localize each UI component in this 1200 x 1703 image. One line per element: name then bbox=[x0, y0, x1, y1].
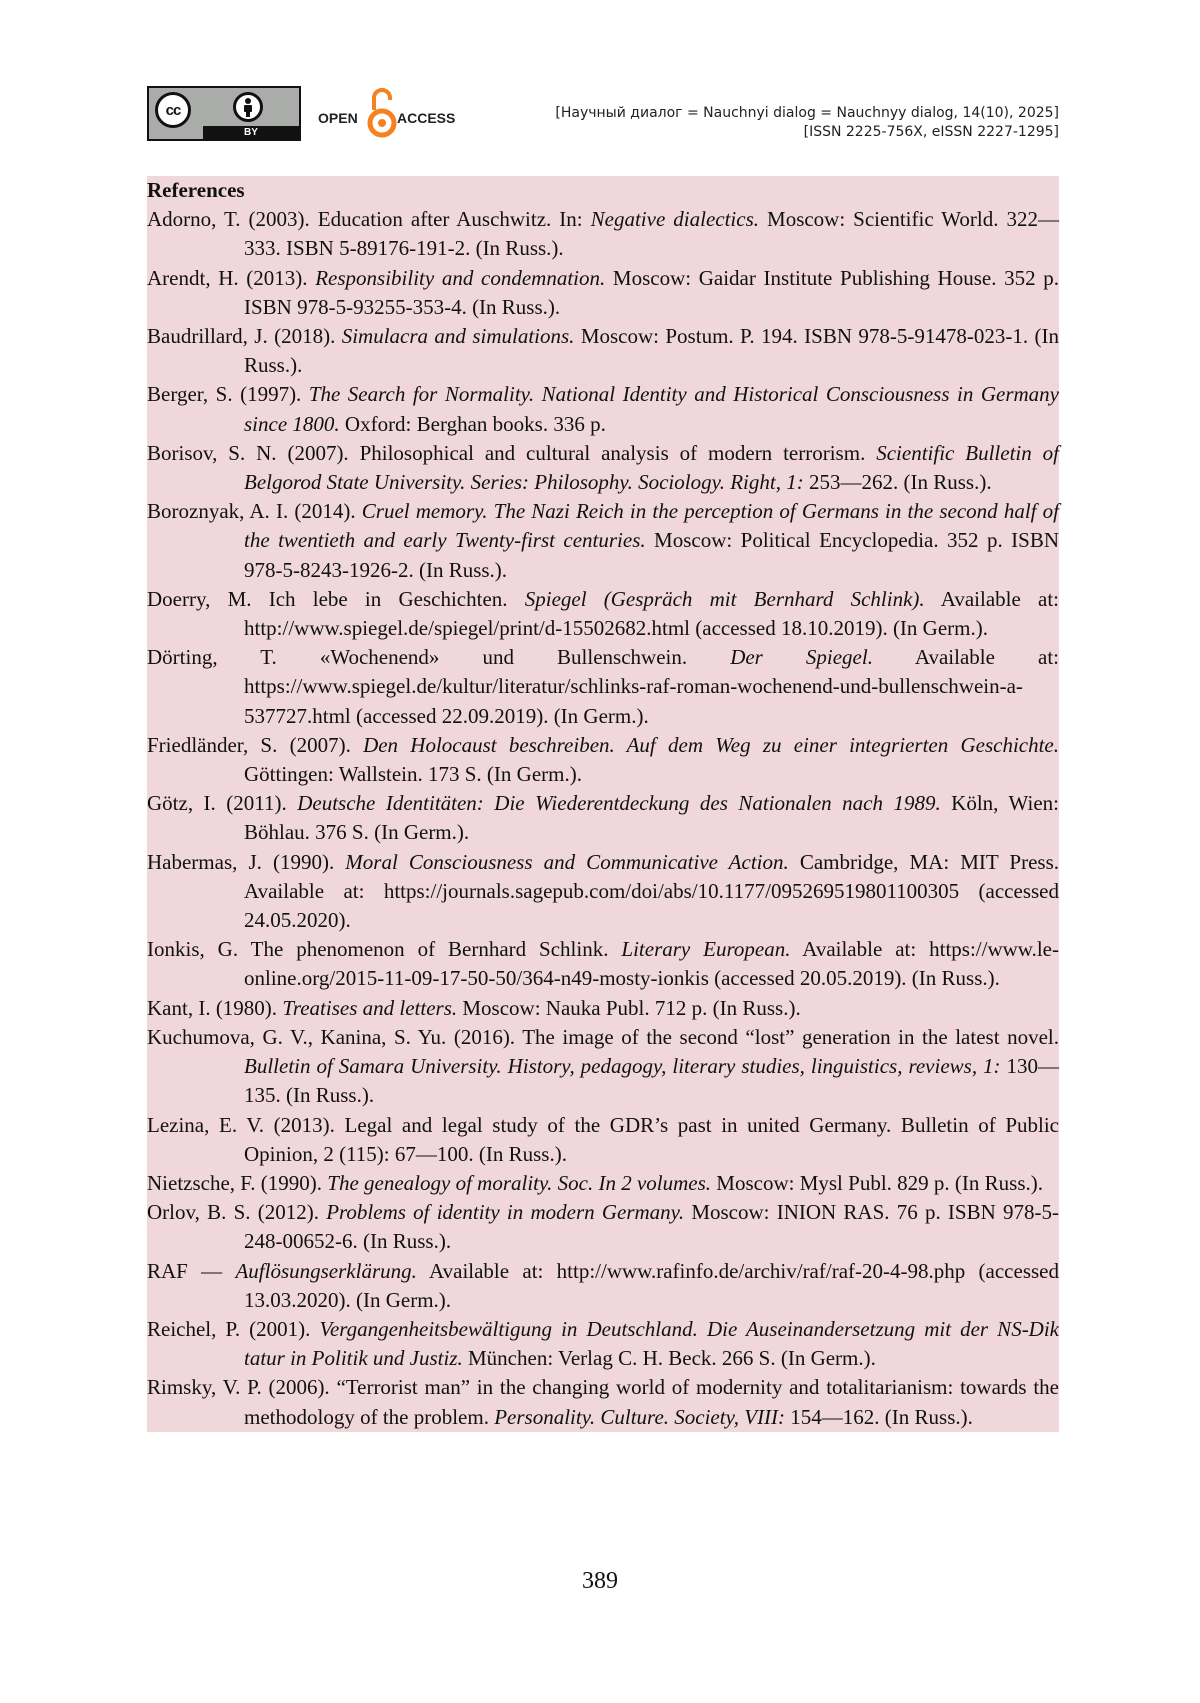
page-header bbox=[147, 84, 1059, 144]
reference-text: 154—162. (In Russ.). bbox=[785, 1404, 973, 1429]
reference-source-title: The genealogy of morality. Soc. In 2 volumes. bbox=[327, 1170, 712, 1195]
reference-text: Moscow: Nauka Publ. 712 p. (In Russ.). bbox=[457, 995, 801, 1020]
reference-text: Berger, S. (1997). bbox=[147, 382, 309, 407]
reference-source-title: Responsibility and condemnation. bbox=[315, 265, 606, 290]
reference-text: Moscow: Mysl Publ. 829 p. (In Russ.). bbox=[711, 1170, 1043, 1195]
reference-source-title: Vergangenheitsbewältigung in Deutschland. Die Auseinandersetzung mit der NS-Dik tatur in Politik und Justiz. bbox=[244, 1316, 1060, 1371]
journal-title-line: [Научный диалог = Nauchnyi dialog = Nauchnyy dialog, 14(10), 2025] bbox=[555, 105, 1059, 121]
reference-source-title: The Search for Normality. National Identity and Historical Consciousness in Germany since 1800. bbox=[244, 382, 1059, 436]
open-access-logo bbox=[318, 86, 468, 142]
reference-source-title: Cruel memory. The Nazi Reich in the perception of Germans in the second half of the twentieth and early Twenty-first centuries. bbox=[244, 499, 1059, 553]
reference-entry bbox=[147, 1023, 1059, 1111]
reference-text: Reichel, P. (2001). bbox=[147, 1316, 320, 1341]
reference-text: Moscow: Postum. P. 194. ISBN 978-5-91478-023-1. (In Russ.). bbox=[244, 324, 1060, 378]
reference-text: Available at: http://www.rafinfo.de/archiv/raf/raf-20-4-98.php (accessed 13.03.2020). (In Germ.). bbox=[244, 1258, 1059, 1312]
reference-text: Kuchumova, G. V., Kanina, S. Yu. (2016). The image of the second “lost” generation in the latest novel. bbox=[147, 1024, 1059, 1049]
reference-text: Köln, Wien: Böhlau. 376 S. (In Germ.). bbox=[244, 791, 1059, 845]
reference-text: Moscow: INION RAS. 76 p. ISBN 978-5-248-00652-6. (In Russ.). bbox=[244, 1200, 1059, 1254]
reference-entry bbox=[147, 1169, 1059, 1198]
reference-text: Moscow: Political Encyclopedia. 352 p. ISBN 978-5-8243-1926-2. (In Russ.). bbox=[244, 528, 1059, 582]
reference-source-title: Auflösungserklärung. bbox=[235, 1258, 417, 1283]
open-label: OPEN bbox=[318, 110, 358, 126]
reference-entry bbox=[147, 205, 1059, 263]
reference-text: Ionkis, G. The phenomenon of Bernhard Schlink. bbox=[147, 937, 622, 962]
reference-text: 130—135. (In Russ.). bbox=[244, 1054, 1060, 1108]
attribution-person-icon bbox=[233, 92, 263, 122]
reference-text: RAF — bbox=[147, 1258, 236, 1283]
reference-text: Rimsky, V. P. (2006). “Terrorist man” in the changing world of modernity and totalitarianism: towards the methodology of the problem. bbox=[147, 1375, 1059, 1429]
reference-entry bbox=[147, 994, 1059, 1023]
reference-text: Friedländer, S. (2007). bbox=[147, 732, 364, 757]
reference-source-title: Deutsche Identitäten: Die Wiederentdeckung des Nationalen nach 1989. bbox=[297, 791, 941, 816]
reference-entry bbox=[147, 380, 1059, 438]
reference-source-title: Scientific Bulletin of Belgorod State University. Series: Philosophy. Sociology. Right, 1: bbox=[244, 440, 1059, 495]
reference-entry bbox=[147, 585, 1059, 643]
reference-text: 253—262. (In Russ.). bbox=[803, 470, 992, 495]
reference-text: Baudrillard, J. (2018). bbox=[147, 324, 342, 349]
reference-text: Adorno, T. (2003). Education after Auschwitz. In: bbox=[147, 207, 591, 232]
reference-text: Doerry, M. Ich lebe in Geschichten. bbox=[147, 586, 525, 611]
cc-icon: cc bbox=[155, 92, 191, 128]
reference-entry bbox=[147, 322, 1059, 380]
reference-text: Göttingen: Wallstein. 173 S. (In Germ.). bbox=[244, 762, 582, 787]
by-label: BY bbox=[203, 126, 299, 139]
page-number: 389 bbox=[582, 1568, 618, 1594]
reference-entry bbox=[147, 848, 1059, 936]
reference-list bbox=[147, 205, 1059, 1432]
references-heading: References bbox=[147, 178, 245, 202]
reference-entry bbox=[147, 789, 1059, 847]
references-section bbox=[147, 176, 1059, 1432]
reference-source-title: Spiegel (Gespräch mit Bernhard Schlink). bbox=[524, 586, 925, 611]
reference-text: Available at: http://www.spiegel.de/spiegel/print/d-15502682.html (accessed 18.10.2019). (In Germ.). bbox=[244, 586, 1060, 641]
open-access-lock-icon bbox=[367, 86, 397, 142]
reference-text: Lezina, E. V. (2013). Legal and legal study of the GDR’s past in united Germany. Bulletin of Public Opinion, 2 (115): 67—100. (In Russ.). bbox=[147, 1112, 1059, 1166]
reference-entry bbox=[147, 1198, 1059, 1256]
reference-source-title: Treatises and letters. bbox=[282, 995, 458, 1020]
reference-source-title: Personality. Culture. Society, VIII: bbox=[494, 1404, 786, 1429]
reference-entry bbox=[147, 731, 1059, 789]
journal-citation bbox=[555, 104, 1059, 142]
reference-entry bbox=[147, 497, 1059, 585]
reference-text: Available at: https://www.le-online.org/2015-11-09-17-50-50/364-n49-mosty-ionkis (accessed 20.05.2019). (In Russ.). bbox=[244, 937, 1059, 991]
reference-text: München: Verlag C. H. Beck. 266 S. (In Germ.). bbox=[462, 1346, 876, 1371]
reference-text: Orlov, B. S. (2012). bbox=[147, 1200, 327, 1225]
reference-source-title: Der Spiegel. bbox=[730, 645, 873, 670]
reference-text: Moscow: Scientific World. 322—333. ISBN 5-89176-191-2. (In Russ.). bbox=[244, 207, 1059, 261]
reference-text: Boroznyak, A. I. (2014). bbox=[147, 499, 362, 524]
access-label: ACCESS bbox=[397, 110, 456, 126]
reference-source-title: Negative dialectics. bbox=[590, 207, 760, 232]
reference-text: Moscow: Gaidar Institute Publishing House. 352 p. ISBN 978-5-93255-353-4. (In Russ.). bbox=[244, 265, 1060, 319]
reference-text: Borisov, S. N. (2007). Philosophical and cultural analysis of modern terrorism. bbox=[147, 440, 877, 465]
reference-source-title: Moral Consciousness and Communicative Action. bbox=[345, 849, 789, 874]
reference-text: Götz, I. (2011). bbox=[147, 791, 298, 816]
reference-source-title: Literary European. bbox=[621, 937, 791, 962]
reference-entry bbox=[147, 1373, 1059, 1431]
reference-text: Arendt, H. (2013). bbox=[147, 265, 316, 290]
reference-source-title: Bulletin of Samara University. History, pedagogy, literary studies, linguistics, reviews, 1: bbox=[244, 1054, 1001, 1079]
reference-source-title: Simulacra and simulations. bbox=[341, 324, 575, 349]
reference-text: Nietzsche, F. (1990). bbox=[147, 1170, 328, 1195]
reference-entry bbox=[147, 1111, 1059, 1169]
reference-entry bbox=[147, 439, 1059, 497]
reference-source-title: Problems of identity in modern Germany. bbox=[326, 1200, 685, 1225]
reference-text: Habermas, J. (1990). bbox=[147, 849, 346, 874]
reference-entry bbox=[147, 1315, 1059, 1373]
reference-entry bbox=[147, 264, 1059, 322]
journal-issn-line: [ISSN 2225-756X, eISSN 2227-1295] bbox=[803, 124, 1059, 140]
reference-entry bbox=[147, 1257, 1059, 1315]
reference-entry bbox=[147, 643, 1059, 731]
reference-text: Kant, I. (1980). bbox=[147, 995, 283, 1020]
reference-entry bbox=[147, 935, 1059, 993]
reference-source-title: Den Holocaust beschreiben. Auf dem Weg zu einer integrierten Geschichte. bbox=[363, 732, 1059, 757]
cc-by-license-badge[interactable] bbox=[147, 86, 301, 141]
reference-text: Cambridge, MA: MIT Press. Available at: https://journals.sagepub.com/doi/abs/10.1177/095269519801100305 (accessed 24.05.2020). bbox=[244, 849, 1060, 933]
reference-text: Available at: https://www.spiegel.de/kultur/literatur/schlinks-raf-roman-wochenend-und-bullenschwein-a-537727.html (accessed 22.09.2019). (In Germ.). bbox=[244, 645, 1059, 728]
reference-text: Dörting, T. «Wochenend» und Bullenschwein. bbox=[147, 645, 731, 670]
reference-text: Oxford: Berghan books. 336 p. bbox=[339, 411, 606, 436]
